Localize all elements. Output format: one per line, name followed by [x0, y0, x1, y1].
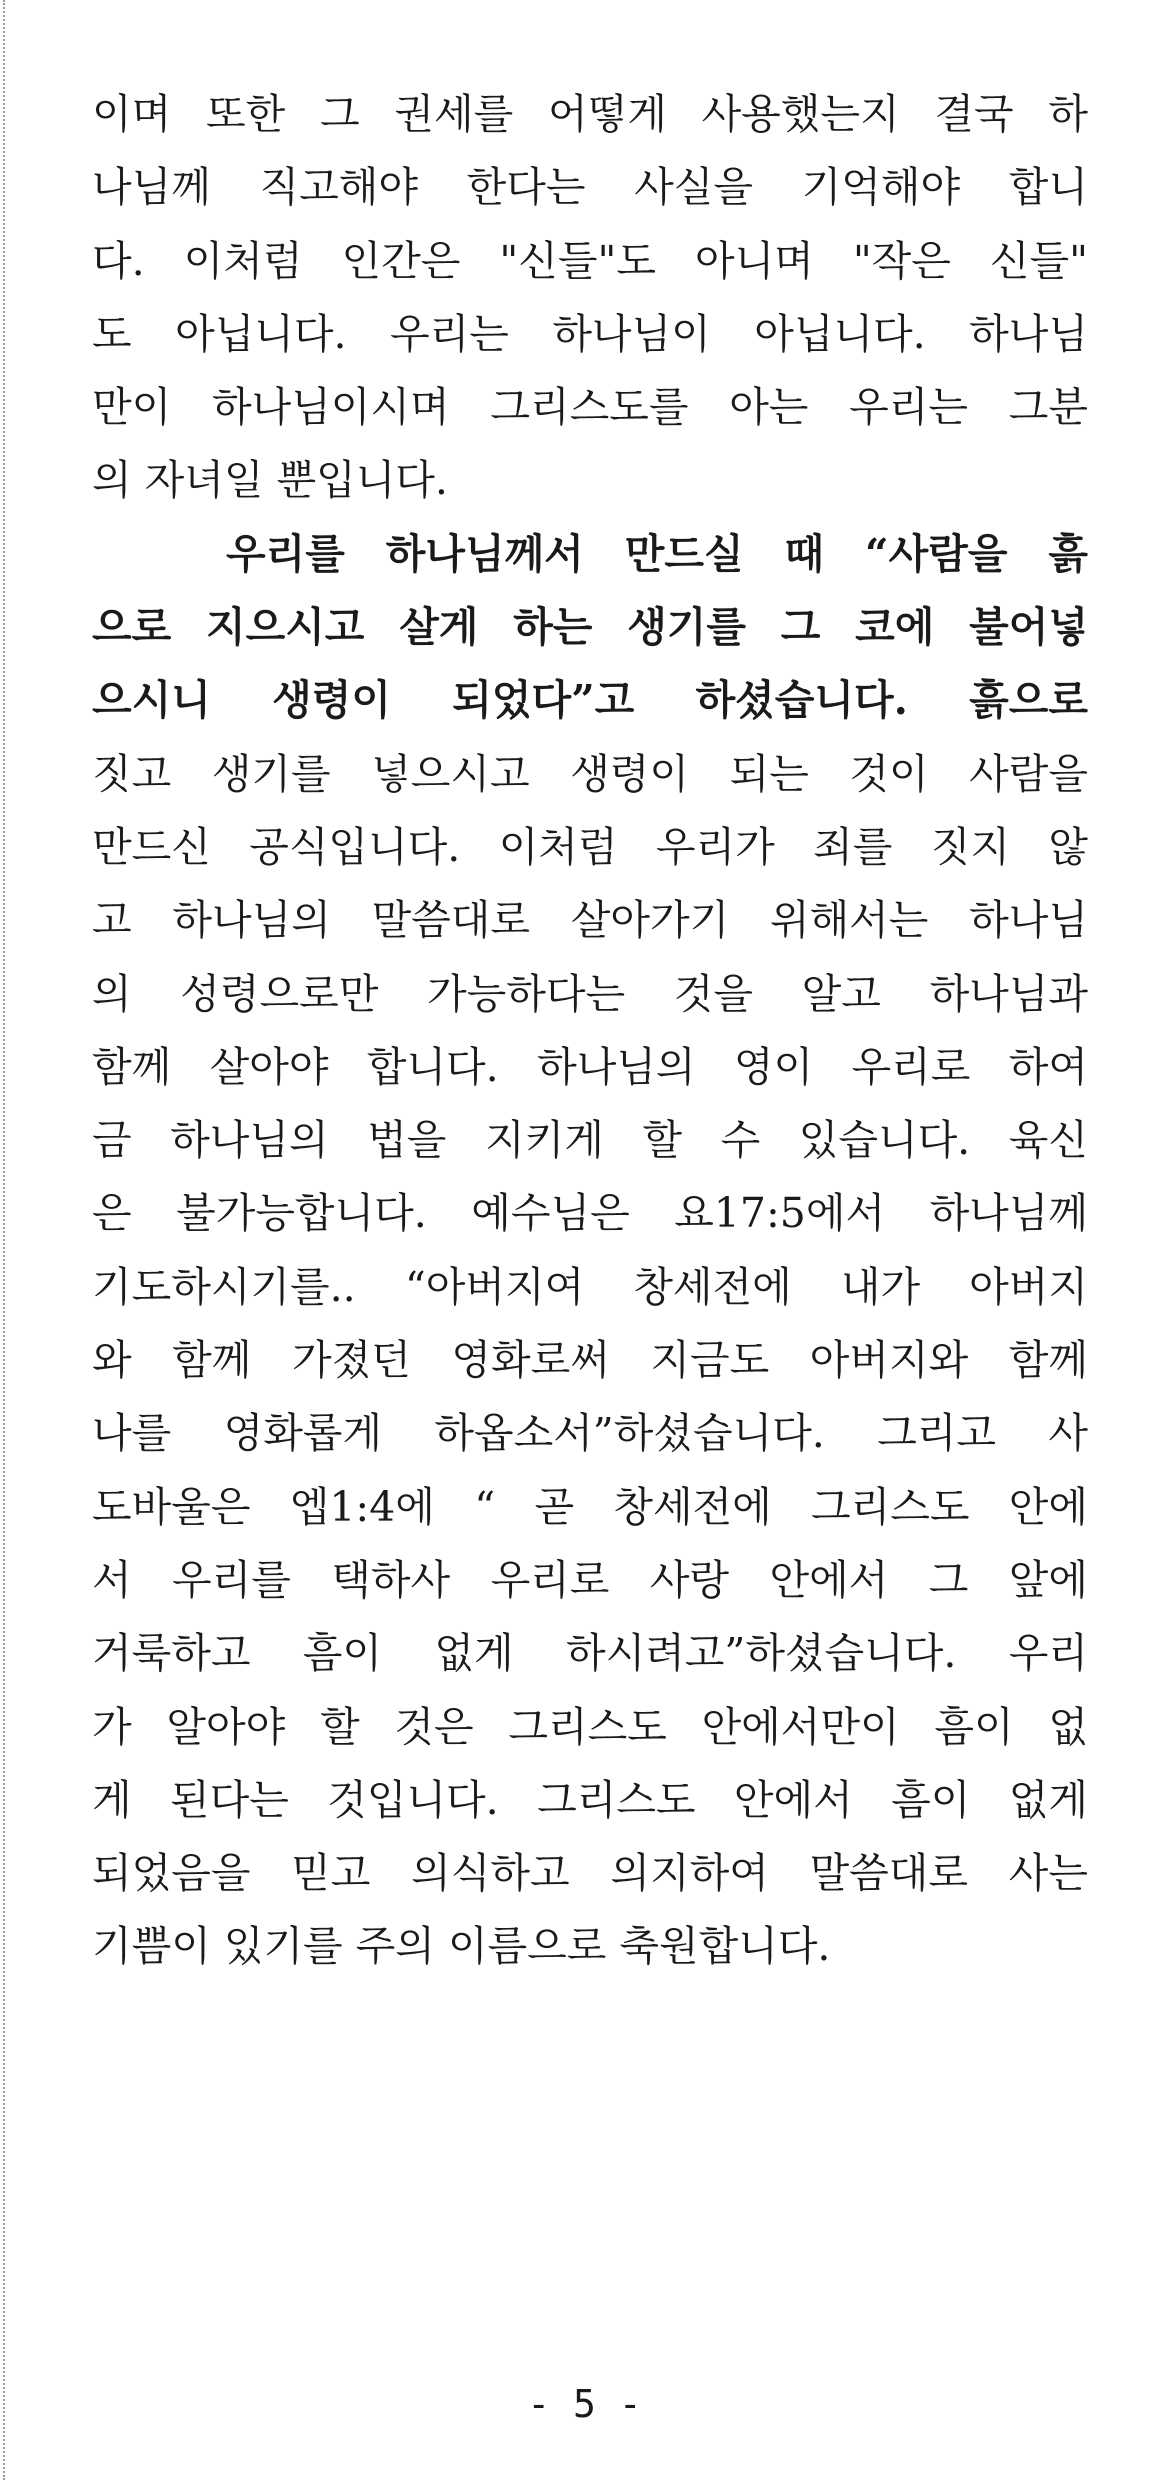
text-line: 도바울은 엡1:4에 “ 곧 창세전에 그리스도 안에	[92, 1482, 1088, 1531]
text-line: 금 하나님의 법을 지키게 할 수 있습니다. 육신	[92, 1116, 1088, 1165]
text-line: 으로 지으시고 살게 하는 생기를 그 코에 불어넣	[92, 603, 1088, 652]
text-line: 나님께 직고해야 한다는 사실을 기억해야 합니	[92, 163, 1088, 212]
text-line: 도 아닙니다. 우리는 하나님이 아닙니다. 하나님	[92, 309, 1088, 358]
page-number: - 5 -	[527, 2382, 642, 2426]
text-line: 은 불가능합니다. 예수님은 요17:5에서 하나님께	[92, 1189, 1088, 1238]
text-line: 함께 살아야 합니다. 하나님의 영이 우리로 하여	[92, 1042, 1088, 1091]
page-left-border	[3, 0, 5, 2480]
document-page	[92, 78, 1088, 1984]
text-line: 기도하시기를.. “아버지여 창세전에 내가 아버지	[92, 1262, 1088, 1311]
text-line: 거룩하고 흠이 없게 하시려고”하셨습니다. 우리	[92, 1629, 1088, 1678]
text-line: 짓고 생기를 넣으시고 생령이 되는 것이 사람을	[92, 749, 1088, 798]
text-line: 고 하나님의 말씀대로 살아가기 위해서는 하나님	[92, 896, 1088, 945]
text-line: 의 성령으로만 가능하다는 것을 알고 하나님과	[92, 969, 1088, 1018]
text-line: 기쁨이 있기를 주의 이름으로 축원합니다.	[92, 1922, 831, 1971]
text-line: 게 된다는 것입니다. 그리스도 안에서 흠이 없게	[92, 1775, 1088, 1824]
text-line: 와 함께 가졌던 영화로써 지금도 아버지와 함께	[92, 1336, 1088, 1385]
text-line: 나를 영화롭게 하옵소서”하셨습니다. 그리고 사	[92, 1409, 1088, 1458]
text-line: 의 자녀일 뿐입니다.	[92, 456, 448, 505]
text-line: 우리를 하나님께서 만드실 때 “사람을 흙	[226, 529, 1088, 578]
text-line: 다. 이처럼 인간은 "신들"도 아니며 "작은 신들"	[92, 236, 1088, 285]
body-text	[92, 78, 1088, 1984]
text-line: 만드신 공식입니다. 이처럼 우리가 죄를 짓지 않	[92, 822, 1088, 871]
text-line: 으시니 생령이 되었다”고 하셨습니다. 흙으로	[92, 676, 1088, 725]
text-line: 만이 하나님이시며 그리스도를 아는 우리는 그분	[92, 383, 1088, 432]
text-line: 되었음을 믿고 의식하고 의지하여 말씀대로 사는	[92, 1849, 1088, 1898]
text-line: 가 알아야 할 것은 그리스도 안에서만이 흠이 없	[92, 1702, 1088, 1751]
text-line: 이며 또한 그 권세를 어떻게 사용했는지 결국 하	[92, 90, 1088, 138]
text-line: 서 우리를 택하사 우리로 사랑 안에서 그 앞에	[92, 1555, 1088, 1604]
